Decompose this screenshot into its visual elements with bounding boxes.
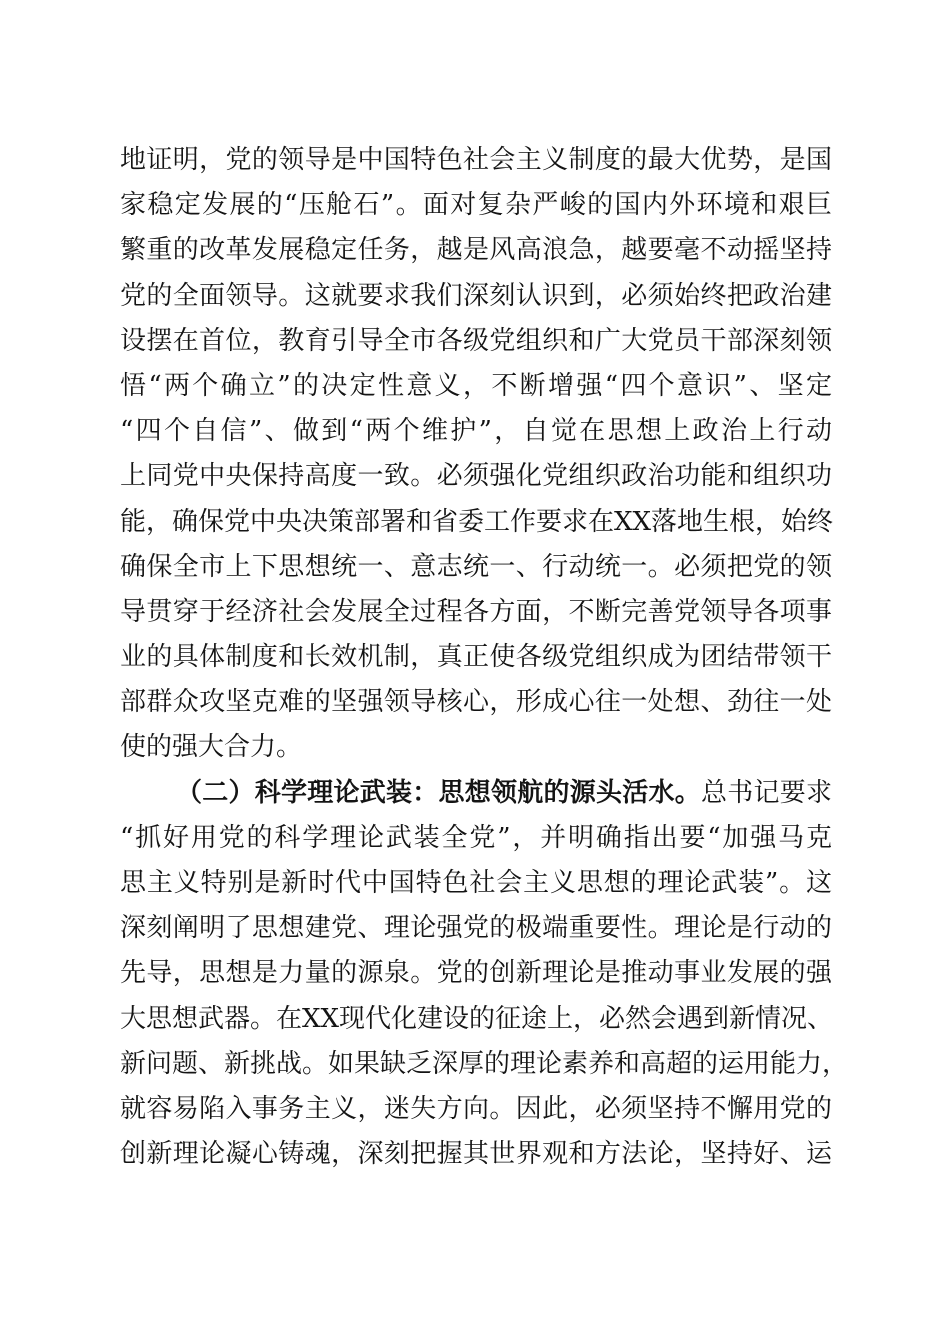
section-heading-line (120, 771, 832, 816)
text-line: 设摆在首位，教育引导全市各级党组织和广大党员干部深刻领 (120, 325, 832, 356)
text-line: 创新理论凝心铸魂，深刻把握其世界观和方法论，坚持好、运 (120, 1139, 832, 1170)
text-line: 悟“两个确立”的决定性意义，不断增强“四个意识”、坚定 (120, 370, 832, 401)
text-line: 新问题、新挑战。如果缺乏深厚的理论素养和高超的运用能力， (120, 1048, 849, 1079)
text-line: 导贯穿于经济社会发展全过程各方面，不断完善党领导各项事 (120, 596, 832, 627)
text-line: 大思想武器。在XX现代化建设的征途上，必然会遇到新情况、 (120, 1003, 834, 1034)
text-line: 党的全面领导。这就要求我们深刻认识到，必须始终把政治建 (120, 280, 832, 311)
document-body (120, 138, 849, 1177)
text-line: “抓好用党的科学理论武装全党”，并明确指出要“加强马克 (120, 822, 832, 853)
text-line: 使的强大合力。 (120, 732, 303, 763)
text-line: 家稳定发展的“压舱石”。面对复杂严峻的国内外环境和艰巨 (120, 190, 832, 221)
text-line: 地证明，党的领导是中国特色社会主义制度的最大优势，是国 (120, 145, 832, 175)
text-line: 繁重的改革发展稳定任务，越是风高浪急，越要毫不动摇坚持 (120, 235, 832, 266)
text-line: 先导，思想是力量的源泉。党的创新理论是推动事业发展的强 (120, 958, 832, 989)
text-line: 就容易陷入事务主义，迷失方向。因此，必须坚持不懈用党的 (120, 1093, 832, 1124)
text-line: 能，确保党中央决策部署和省委工作要求在XX落地生根，始终 (120, 506, 834, 537)
text-line: “四个自信”、做到“两个维护”，自觉在思想上政治上行动 (120, 416, 832, 447)
section-heading: （二）科学理论武装：思想领航的源头活水。 (176, 777, 701, 808)
text-line: 深刻阐明了思想建党、理论强党的极端重要性。理论是行动的 (120, 913, 832, 944)
text-line: 思主义特别是新时代中国特色社会主义思想的理论武装”。这 (120, 868, 832, 898)
text-line: 确保全市上下思想统一、意志统一、行动统一。必须把党的领 (120, 551, 832, 582)
text-line: 上同党中央保持高度一致。必须强化党组织政治功能和组织功 (120, 461, 832, 492)
text-line: 业的具体制度和长效机制，真正使各级党组织成为团结带领干 (120, 642, 832, 673)
heading-continuation: 总书记要求 (700, 777, 832, 808)
text-line: 部群众攻坚克难的坚强领导核心，形成心往一处想、劲往一处 (120, 687, 832, 718)
